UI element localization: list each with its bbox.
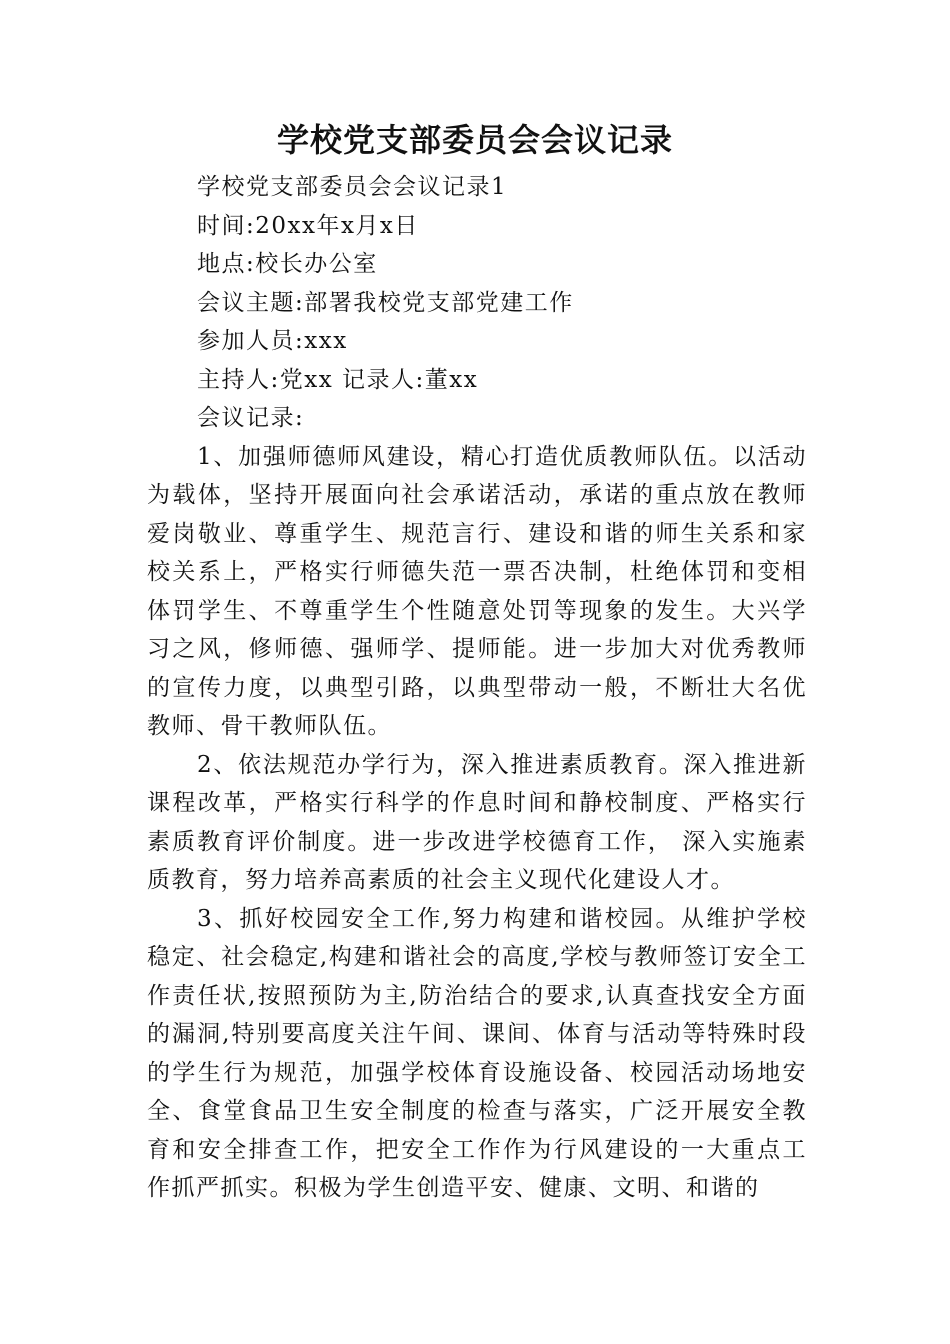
meeting-attendees: 参加人员:xxx bbox=[197, 328, 348, 354]
document-body bbox=[147, 168, 807, 1208]
meeting-host-recorder: 主持人:党xx 记录人:董xx bbox=[197, 366, 479, 393]
minutes-paragraph-1: 1、加强师德师风建设，精心打造优质教师队伍。以活动为载体，坚持开展面向社会承诺活动，承诺的重点放在教师爱岗敬业、尊重学生、规范言行、建设和谐的师生关系和家校关系上，严格实行师德失范一票否决制，杜绝体罚和变相体罚学生、不尊重学生个性随意处罚等现象的发生。大兴学习之风，修师德、强师学、提师能。进一步加大对优秀教师的宣传力度，以典型引路，以典型带动一般，不断壮大名优教师、骨干教师队伍。 bbox=[147, 443, 807, 739]
minutes-paragraph-2: 2、依法规范办学行为，深入推进素质教育。深入推进新课程改革，严格实行科学的作息时间和静校制度、严格实行素质教育评价制度。进一步改进学校德育工作， 深入实施素质教育，努力培养高素质的社会主义现代化建设人才。 bbox=[147, 751, 807, 893]
minutes-paragraph-3: 3、抓好校园安全工作,努力构建和谐校园。从维护学校稳定、社会稳定,构建和谐社会的高度,学校与教师签订安全工作责任状,按照预防为主,防治结合的要求,认真查找安全方面的漏洞,特别要高度关注午间、课间、体育与活动等特殊时段的学生行为规范，加强学校体育设施设备、校园活动场地安全、食堂食品卫生安全制度的检查与落实，广泛开展安全教育和安全排查工作，把安全工作作为行风建设的一大重点工作抓严抓实。积极为学生创造平安、健康、文明、和谐的 bbox=[147, 905, 807, 1201]
meeting-location: 地点:校长办公室 bbox=[197, 251, 378, 277]
meeting-subtitle: 学校党支部委员会会议记录1 bbox=[197, 174, 508, 200]
document-title: 学校党支部委员会会议记录 bbox=[276, 121, 673, 159]
meeting-time: 时间:20xx年x月x日 bbox=[197, 212, 419, 239]
minutes-label: 会议记录: bbox=[197, 405, 305, 431]
meeting-topic: 会议主题:部署我校党支部党建工作 bbox=[197, 289, 574, 316]
